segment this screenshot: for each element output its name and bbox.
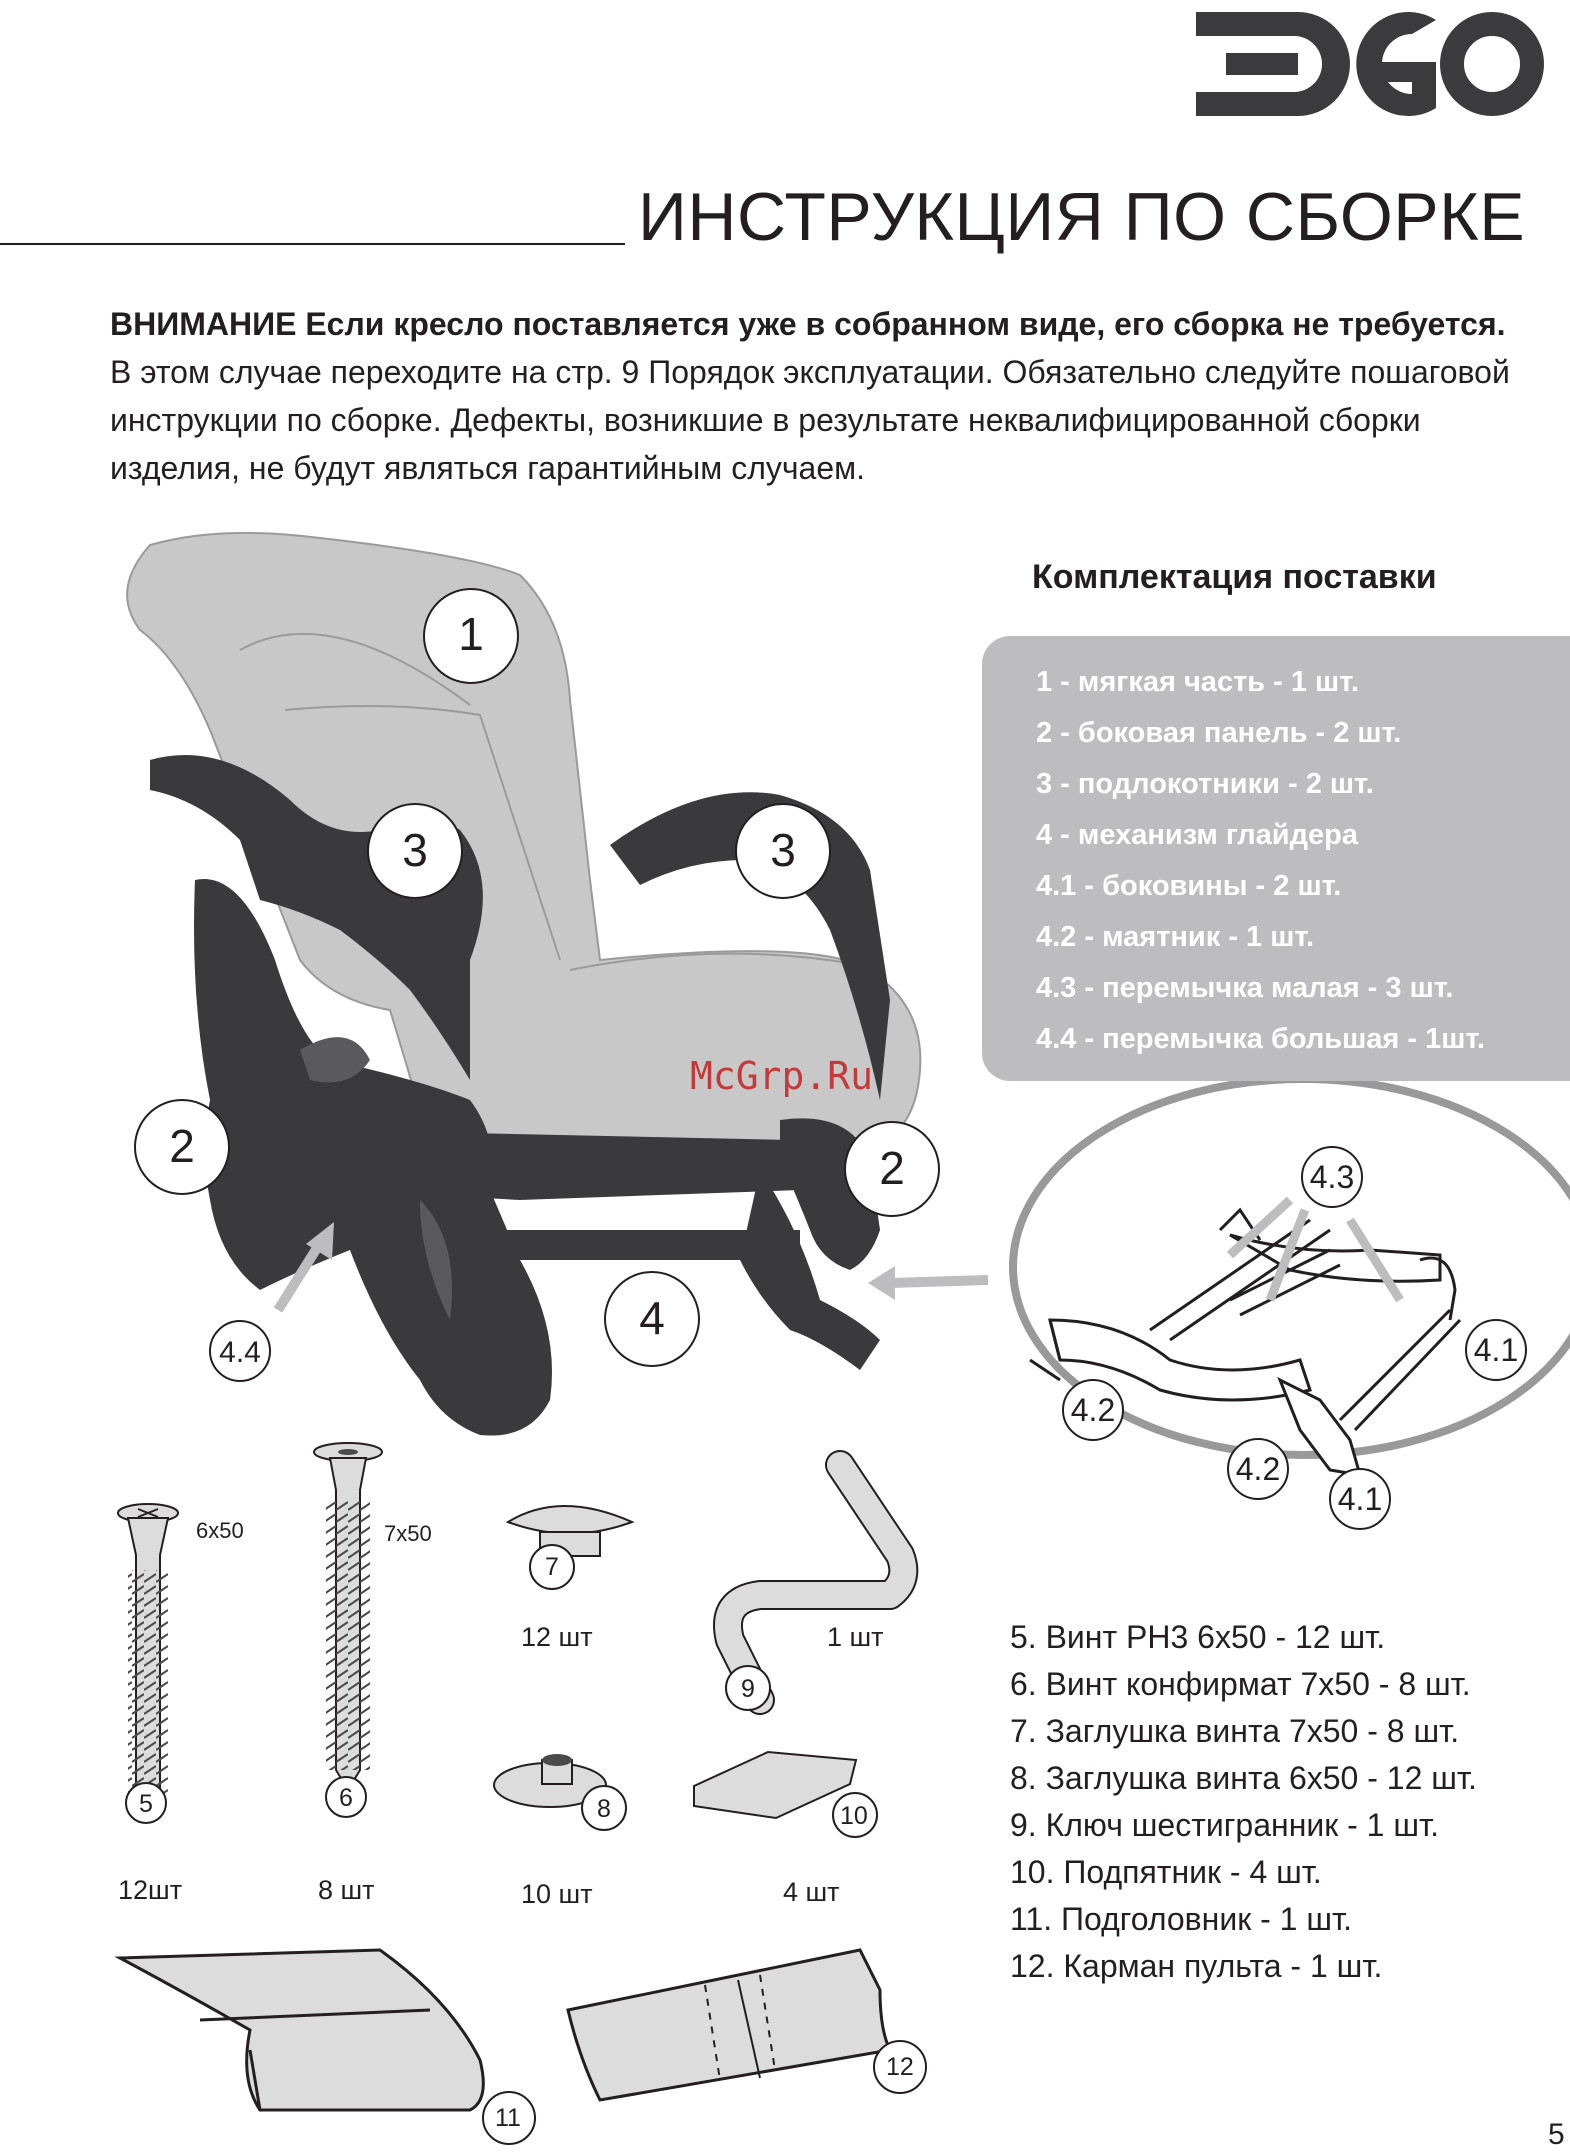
kit-list — [1036, 662, 1485, 1070]
callout-big-bar-label: 4.4 — [219, 1336, 261, 1369]
kit-item: 4.3 - перемычка малая - 3 шт. — [1036, 972, 1454, 1004]
cap-8-qty: 10 шт — [521, 1879, 593, 1909]
mech-label-pendulum-left: 4.2 — [1070, 1392, 1116, 1428]
pocket-12-number: 12 — [886, 2053, 914, 2081]
pad-10-qty: 4 шт — [783, 1877, 840, 1907]
parts-list-item: 7. Заглушка винта 7x50 - 8 шт. — [1010, 1713, 1460, 1749]
parts-list-item: 12. Карман пульта - 1 шт. — [1010, 1948, 1383, 1984]
kit-item: 4 - механизм глайдера — [1036, 819, 1359, 851]
callout-panel-right-label: 2 — [879, 1142, 905, 1194]
key-9-qty: 1 шт — [827, 1622, 884, 1652]
callout-panel-left-label: 2 — [169, 1120, 195, 1172]
screw-6-illustration — [314, 1443, 382, 1817]
cap-7-number: 7 — [545, 1553, 559, 1581]
mechanism-detail — [1013, 1079, 1570, 1529]
mech-label-side-bottom: 4.1 — [1337, 1481, 1383, 1517]
parts-list-item: 8. Заглушка винта 6x50 - 12 шт. — [1010, 1760, 1477, 1796]
chair-illustration — [127, 533, 920, 1436]
parts-list-item: 10. Подпятник - 4 шт. — [1010, 1854, 1322, 1890]
kit-item: 4.4 - перемычка большая - 1шт. — [1036, 1023, 1486, 1055]
kit-item: 2 - боковая панель - 2 шт. — [1036, 717, 1402, 749]
parts-list-item: 11. Подголовник - 1 шт. — [1010, 1901, 1352, 1937]
page-title: ИНСТРУКЦИЯ ПО СБОРКЕ — [638, 179, 1526, 255]
arrow-mechanism — [890, 1280, 988, 1283]
parts-list-item: 9. Ключ шестигранник - 1 шт. — [1010, 1807, 1440, 1843]
warning-bold: ВНИМАНИЕ Если кресло поставляется уже в собранном виде, его сборка не требуется. — [110, 306, 1506, 342]
cap-7-illustration — [508, 1506, 632, 1589]
page-number: 5 — [1548, 2118, 1565, 2151]
mech-label-small-bars: 4.3 — [1309, 1159, 1355, 1195]
mech-label-pendulum-bottom: 4.2 — [1235, 1451, 1281, 1487]
screw-5-qty: 12шт — [118, 1875, 183, 1905]
cap-8-number: 8 — [597, 1795, 611, 1823]
headrest-11-number: 11 — [495, 2104, 521, 2132]
kit-item: 1 - мягкая часть - 1 шт. — [1036, 666, 1359, 698]
parts-list — [1010, 1618, 1477, 1994]
screw-5-illustration — [118, 1504, 178, 1823]
kit-item: 4.2 - маятник - 1 шт. — [1036, 921, 1315, 953]
callout-mechanism-label: 4 — [639, 1292, 665, 1344]
mech-label-side-right: 4.1 — [1473, 1332, 1519, 1368]
key-9-number: 9 — [741, 1675, 755, 1703]
parts-list-item: 6. Винт конфирмат 7x50 - 8 шт. — [1010, 1666, 1471, 1702]
pocket-12-illustration — [568, 1950, 926, 2100]
pad-10-number: 10 — [840, 1802, 868, 1830]
screw-5-number: 5 — [139, 1790, 153, 1818]
kit-item: 3 - подлокотники - 2 шт. — [1036, 768, 1374, 800]
kit-heading: Комплектация поставки — [1032, 558, 1437, 596]
watermark: McGrp.Ru — [690, 1054, 874, 1098]
screw-6-number: 6 — [339, 1784, 353, 1812]
callout-armrest-left-label: 3 — [402, 824, 428, 876]
callout-armrest-right-label: 3 — [770, 824, 796, 876]
screw-5-size: 6x50 — [196, 1518, 244, 1543]
warning-text: В этом случае переходите на стр. 9 Порядок эксплуатации. Обязательно следуйте пошаговой инструкции по сборке. Дефекты, возникшие в результате неквалифицированной сборки изделия, не будут являться гарантийным случаем. — [110, 354, 1510, 486]
callout-soft-part-label: 1 — [458, 608, 484, 660]
screw-6-size: 7x50 — [384, 1521, 432, 1546]
headrest-11-illustration — [120, 1950, 535, 2144]
kit-item: 4.1 - боковины - 2 шт. — [1036, 870, 1342, 902]
parts-list-item: 5. Винт PH3 6x50 - 12 шт. — [1010, 1619, 1386, 1655]
key-9-illustration — [726, 1465, 903, 1710]
screw-6-qty: 8 шт — [318, 1875, 375, 1905]
cap-7-qty: 12 шт — [521, 1622, 593, 1652]
